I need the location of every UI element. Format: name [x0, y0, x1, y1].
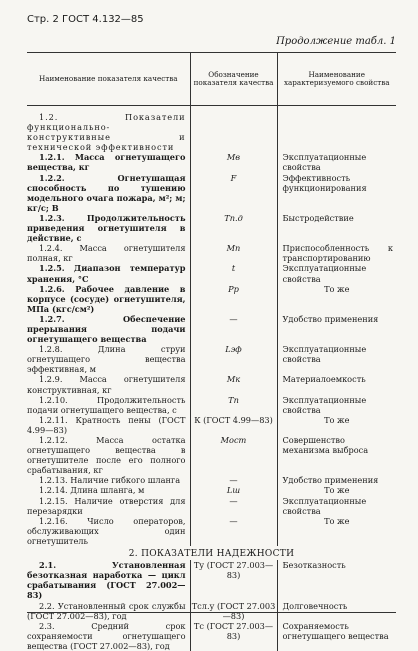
- row-symbol: —: [190, 475, 277, 485]
- table-row: [27, 601, 396, 621]
- row-property: То же: [277, 415, 396, 435]
- row-symbol: Ту (ГОСТ 27.003—83): [190, 560, 277, 600]
- row-indicator: 1.2.16. Число операторов, обслуживающих один огнетушитель: [27, 515, 186, 546]
- row-indicator: 2.1. Установленная безотказная наработка — цикл срабатывания (ГОСТ 27.002—83): [27, 560, 186, 601]
- row-indicator: 1.2.4. Масса огнетушителя полная, кг: [27, 243, 186, 264]
- section-heading-row: [27, 546, 396, 560]
- row-symbol: t: [190, 263, 277, 283]
- row-property: Эксплуатационные свойства: [277, 263, 396, 283]
- row-indicator: 1.2.12. Масса остатка огнетушащего вещества в огнетушителе после его полного срабатывания, кг: [27, 435, 186, 476]
- section-title: 2. ПОКАЗАТЕЛИ НАДЕЖНОСТИ: [128, 549, 295, 560]
- row-symbol: F: [190, 173, 277, 213]
- table-row: [27, 560, 396, 600]
- row-property: Быстродействие: [277, 213, 396, 243]
- row-indicator: 1.2.10. Продолжительность подачи огнетушащего вещества, с: [27, 394, 186, 415]
- column-header-indicator: Наименование показателя качества: [27, 53, 190, 106]
- row-symbol: Тсл.у (ГОСТ 27.003—83): [191, 600, 276, 621]
- row-indicator: 1.2.13. Наличие гибкого шланга: [39, 475, 181, 486]
- row-indicator: 1.2.1. Масса огнетушащего вещества, кг: [27, 152, 186, 173]
- row-indicator: 1.2.8. Длина струи огнетушащего вещества эффективная, м: [27, 344, 186, 375]
- row-property: Приспособленность к транспортированию: [277, 243, 396, 263]
- bottom-divider: [27, 612, 396, 613]
- row-symbol: Мост: [190, 435, 277, 475]
- row-symbol: —: [190, 496, 277, 516]
- row-symbol: Тс (ГОСТ 27.003—83): [190, 621, 277, 651]
- table-header-row: [27, 53, 396, 106]
- row-indicator: 1.2.9. Масса огнетушителя конструктивная, кг: [27, 374, 186, 395]
- table-row: [27, 106, 396, 153]
- row-symbol: —: [190, 516, 277, 546]
- table-row: [27, 152, 396, 172]
- table-row: [27, 475, 396, 485]
- table-row: [27, 284, 396, 314]
- row-property: Удобство применения: [277, 314, 396, 344]
- quality-indicators-table: [27, 52, 396, 651]
- row-indicator: 1.2.6. Рабочее давление в корпусе (сосуде) огнетушителя, МПа (кгс/см²): [27, 283, 186, 314]
- row-indicator: 2.3. Средний срок сохраняемости огнетушащего вещества (ГОСТ 27.002—83), год: [27, 620, 186, 651]
- row-indicator: 1.2.14. Длина шланга, м: [39, 485, 145, 496]
- row-property: Удобство применения: [277, 475, 396, 485]
- table-row: [27, 395, 396, 415]
- row-symbol: Тп: [190, 395, 277, 415]
- table-row: [27, 344, 396, 374]
- row-indicator: 1.2.7. Обеспечение прерывания подачи огнетушащего вещества: [27, 313, 186, 345]
- row-property: [277, 106, 396, 153]
- table-row: [27, 621, 396, 651]
- row-symbol: Мк: [190, 374, 277, 394]
- table-row: [27, 516, 396, 546]
- row-indicator: 1.2.5. Диапазон температур хранения, °С: [27, 263, 186, 284]
- table-row: [27, 485, 396, 495]
- row-symbol: Мв: [190, 152, 277, 172]
- row-property: То же: [277, 485, 396, 495]
- row-indicator: 1.2.3. Продолжительность приведения огнетушителя в действие, с: [27, 212, 186, 244]
- table-row: [27, 213, 396, 243]
- table-row: [27, 435, 396, 475]
- row-indicator: 2.2. Установленный срок службы (ГОСТ 27.002—83), год: [27, 600, 186, 621]
- row-symbol: Тп.д: [190, 213, 277, 243]
- row-property: Эксплуатационные свойства: [277, 395, 396, 415]
- row-property: Эффективность функционирования: [277, 173, 396, 213]
- row-symbol: Мп: [190, 243, 277, 263]
- row-property: Эксплуатационные свойства: [277, 344, 396, 374]
- row-symbol: [190, 106, 277, 153]
- row-property: Сохраняемость огнетушащего вещества: [277, 621, 396, 651]
- table-row: [27, 496, 396, 516]
- row-indicator: 1.2.2. Огнетушащая способность по тушению модельного очага пожара, м²; м; кг/с; В: [27, 172, 186, 213]
- table-row: [27, 263, 396, 283]
- table-row: [27, 173, 396, 213]
- table-row: [27, 415, 396, 435]
- page-header: Стр. 2 ГОСТ 4.132—85: [27, 14, 144, 25]
- row-symbol: Lш: [190, 485, 277, 495]
- row-symbol: Lэф: [190, 344, 277, 374]
- row-property: То же: [277, 516, 396, 546]
- row-symbol: —: [190, 314, 277, 344]
- row-symbol: К (ГОСТ 4.99—83): [190, 415, 277, 435]
- row-property: Совершенство механизма выброса: [277, 435, 396, 475]
- row-property: Эксплуатационные свойства: [277, 152, 396, 172]
- row-property: Безотказность: [277, 560, 396, 600]
- row-indicator: 1.2.11. Кратность пены (ГОСТ 4.99—83): [27, 414, 186, 435]
- row-property: Эксплуатационные свойства: [277, 496, 396, 516]
- table-row: [27, 314, 396, 344]
- row-indicator: 1.2.15. Наличие отверстия для перезарядки: [27, 495, 186, 516]
- row-indicator: 1.2. Показатели функционально-конструктивные и технической эффективности: [27, 112, 186, 153]
- row-property: Материалоемкость: [277, 374, 396, 394]
- table-row: [27, 243, 396, 263]
- row-property: Долговечность: [277, 601, 396, 621]
- column-header-designation: Обозначение показателя качества: [190, 53, 277, 106]
- table-row: [27, 374, 396, 394]
- table-continuation: Продолжение табл. 1: [276, 36, 396, 47]
- row-symbol: Рр: [190, 284, 277, 314]
- column-header-property: Наименование характеризуемого свойства: [277, 53, 396, 106]
- row-property: То же: [277, 284, 396, 314]
